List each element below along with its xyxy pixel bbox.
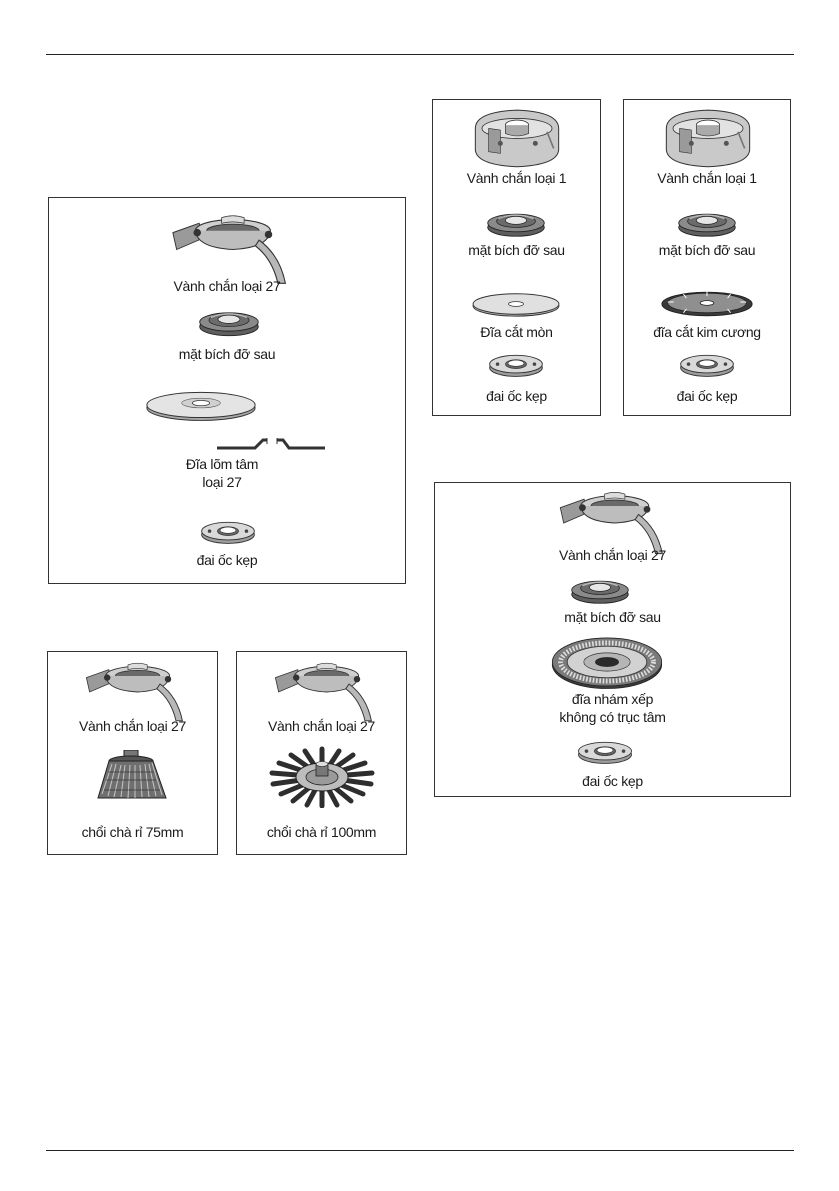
clamp-nut-icon — [575, 737, 635, 767]
backing-flange-icon — [676, 208, 738, 238]
backing-flange-icon — [197, 306, 261, 338]
figure-type1-diamond-disc — [623, 99, 791, 416]
wheel-profile-icon — [215, 436, 327, 452]
disc-label-line2: không có trục tâm — [559, 709, 666, 725]
depressed-center-wheel-icon — [143, 384, 259, 424]
nut-label: đai ốc kẹp — [676, 388, 738, 404]
guard-label: Vành chắn loại 27 — [79, 718, 186, 734]
nut-label: đai ốc kẹp — [486, 388, 547, 404]
wheel-label-line1: Đĩa lõm tâm — [185, 456, 259, 472]
backing-flange-icon — [569, 575, 631, 605]
type1-guard-icon — [467, 106, 567, 170]
flange-label: mặt bích đỡ sau — [564, 609, 661, 625]
disc-label-line1: đĩa nhám xếp — [571, 691, 654, 707]
figure-type27-depressed-wheel — [48, 197, 406, 584]
clamp-nut-icon — [199, 516, 257, 548]
clamp-nut-icon — [678, 350, 736, 380]
disc-label: Đĩa cắt mòn — [480, 324, 553, 340]
figure-type1-abrasive-disc — [432, 99, 601, 416]
flange-label: mặt bích đỡ sau — [178, 346, 276, 362]
nut-label: đai ốc kẹp — [582, 773, 643, 789]
guard-label: Vành chắn loại 1 — [657, 170, 757, 186]
wheel-wire-brush-icon — [267, 746, 377, 808]
type27-guard-icon — [78, 660, 194, 724]
flange-label: mặt bích đỡ sau — [468, 242, 565, 258]
guard-label: Vành chắn loại 27 — [173, 278, 281, 294]
type27-guard-icon — [165, 212, 297, 287]
flange-label: mặt bích đỡ sau — [658, 242, 756, 258]
header-rule — [46, 54, 794, 55]
figure-wheel-brush-100mm — [236, 651, 407, 855]
guard-label: Vành chắn loại 27 — [268, 718, 375, 734]
footer-rule — [46, 1150, 794, 1151]
diamond-disc-icon — [658, 288, 756, 318]
flap-disc-icon — [539, 633, 675, 691]
guard-label: Vành chắn loại 27 — [559, 547, 666, 563]
brush-label: chổi chà rỉ 75mm — [81, 824, 184, 840]
type27-guard-icon — [267, 660, 383, 724]
clamp-nut-icon — [487, 350, 545, 380]
cup-wire-brush-icon — [94, 750, 170, 802]
figure-type27-flap-disc — [434, 482, 791, 797]
backing-flange-icon — [485, 208, 547, 238]
brush-label: chổi chà rỉ 100mm — [266, 824, 377, 840]
guard-label: Vành chắn loại 1 — [466, 170, 567, 186]
figure-cup-brush-75mm — [47, 651, 218, 855]
wheel-label-line2: loại 27 — [202, 474, 242, 490]
disc-label: đĩa cắt kim cương — [653, 324, 761, 340]
nut-label: đai ốc kẹp — [196, 552, 258, 568]
abrasive-cutting-disc-icon — [469, 290, 563, 318]
type1-guard-icon — [658, 106, 758, 170]
